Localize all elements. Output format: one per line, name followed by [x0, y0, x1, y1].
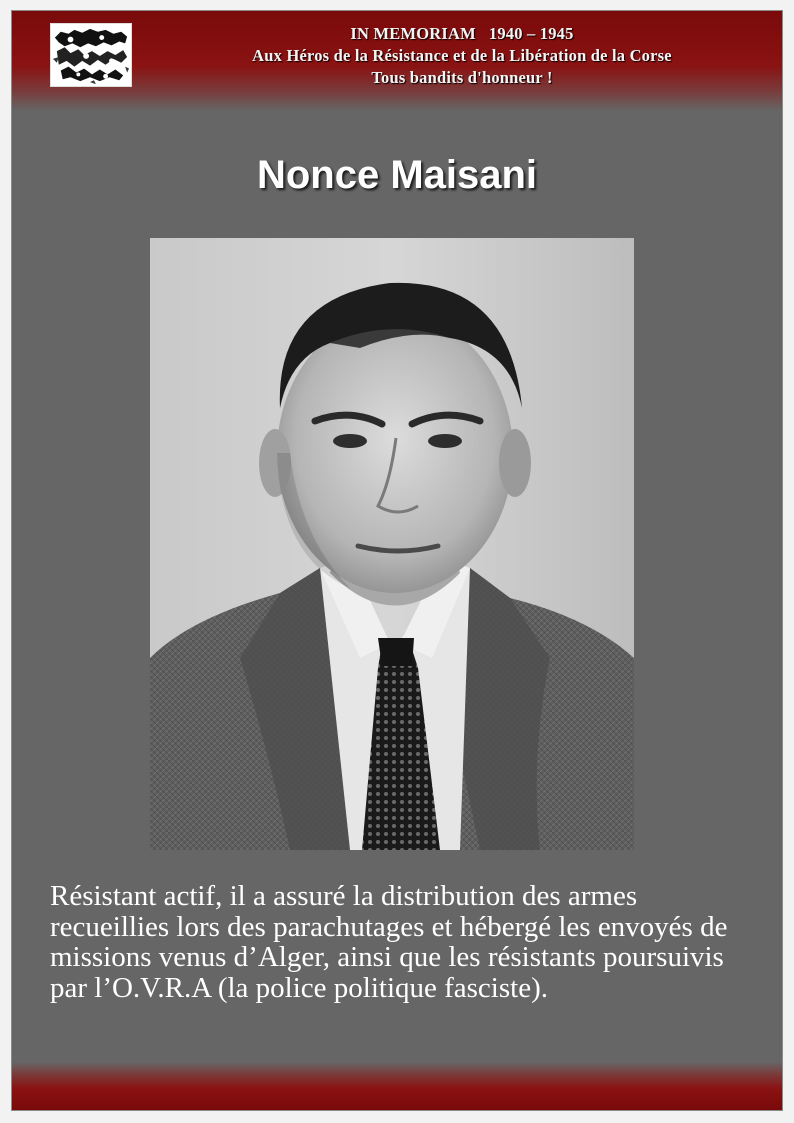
- header-line-dedication: Aux Héros de la Résistance et de la Libération de la Corse: [252, 46, 672, 65]
- memorial-page: [11, 10, 783, 1111]
- header-text: [162, 23, 762, 89]
- header-line-memoriam: IN MEMORIAM 1940 – 1945: [350, 24, 574, 43]
- header-line-motto: Tous bandits d'honneur !: [371, 68, 553, 87]
- portrait-photo: [150, 238, 634, 850]
- emblem-logo: [50, 23, 132, 87]
- footer-band: [12, 1062, 782, 1110]
- page-title: Nonce Maisani: [256, 153, 538, 197]
- biography-text: Résistant actif, il a assuré la distribution des armes recueillies lors des parachutages et hébergé les envoyés de missions venus d’Alger, ainsi que les résistants poursuivis par l’O.V.R.A (la police politique fasciste).: [50, 880, 728, 1004]
- header-band: [12, 11, 782, 111]
